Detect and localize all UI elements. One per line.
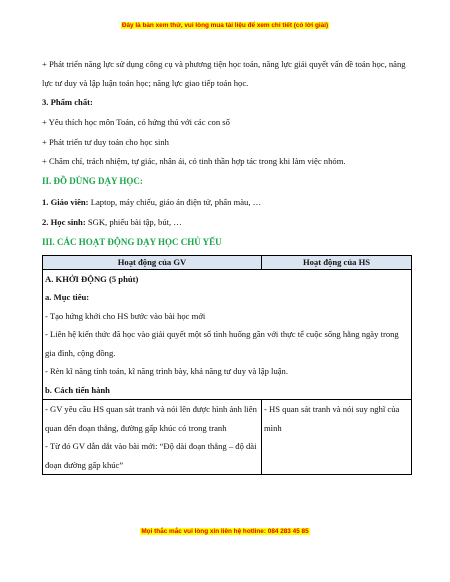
- teacher-activity-cell: [43, 400, 262, 475]
- teacher-label: 1. Giáo viên:: [42, 196, 89, 207]
- goal-item: - Rèn kĩ năng tính toán, kĩ năng trình bày, khả năng tư duy và lập luận.: [45, 366, 289, 376]
- quality-item: + Yêu thích học môn Toán, có hứng thú với các con số: [42, 117, 230, 127]
- lesson-activities-table: [42, 255, 412, 476]
- column-header-teacher: Hoạt động của GV: [43, 255, 262, 269]
- table-header-row: [43, 255, 412, 269]
- quality-item: + Chăm chỉ, trách nhiệm, tự giác, nhân ái, có tinh thần hợp tác trong khi làm việc nhóm.: [42, 156, 346, 166]
- table-row: [43, 269, 412, 400]
- teacher-materials: [42, 192, 410, 212]
- student-activity-cell: [262, 400, 412, 475]
- student-step: - HS quan sát tranh và nói suy nghĩ của mình: [264, 404, 400, 433]
- hotline-banner: Mọi thắc mắc vui lòng xin liên hệ hotline: 084 283 45 85: [141, 528, 309, 535]
- teacher-step: - Từ đó GV dẫn dắt vào bài mới: “Độ dài đoạn thẳng – độ dài đoạn đường gấp khúc”: [45, 441, 257, 470]
- column-header-student: Hoạt động của HS: [262, 255, 412, 269]
- goal-item: - Tạo hứng khởi cho HS bước vào bài học mới: [45, 310, 206, 321]
- preview-notice-banner: Đây là bản xem thử, vui lòng mua tài liệu để xem chi tiết (có lời giải): [121, 22, 329, 29]
- warmup-cell: [43, 269, 412, 400]
- skills-paragraph: + Phát triển năng lực sử dụng công cụ và phương tiện học toán, năng lực giải quyết vấn đề toán học, năng lực tư duy và lập luận toán học; năng lực giao tiếp toán học.: [42, 59, 406, 88]
- student-text: SGK, phiếu bài tập, bút, …: [85, 216, 182, 227]
- goal-item: - Liên hệ kiến thức đã học vào giải quyết một số tình huống gần với thực tế cuộc sống hằng ngày trong gia đình, cộng đồng.: [45, 329, 399, 358]
- quality-item: + Phát triển tư duy toán cho học sinh: [42, 137, 169, 147]
- teacher-text: Laptop, máy chiếu, giáo án điện tử, phấn màu, …: [88, 196, 262, 207]
- section-materials-heading: II. ĐỒ DÙNG DẠY HỌC:: [42, 175, 143, 186]
- method-heading: b. Cách tiến hành: [45, 384, 110, 395]
- goal-heading: a. Mục tiêu:: [45, 292, 90, 302]
- table-row: [43, 400, 412, 475]
- part-a-title: A. KHỞI ĐỘNG (5 phút): [45, 273, 139, 284]
- document-body: [42, 55, 410, 475]
- section-activities-heading: III. CÁC HOẠT ĐỘNG DẠY HỌC CHỦ YẾU: [42, 236, 222, 247]
- student-materials: [42, 212, 410, 232]
- qualities-heading: 3. Phẩm chất:: [42, 97, 93, 107]
- student-label: 2. Học sinh:: [42, 216, 86, 227]
- teacher-step: - GV yêu cầu HS quan sát tranh và nói lên được hình ảnh liên quan đến đoạn thẳng, đường gấp khúc có trong tranh: [45, 404, 257, 433]
